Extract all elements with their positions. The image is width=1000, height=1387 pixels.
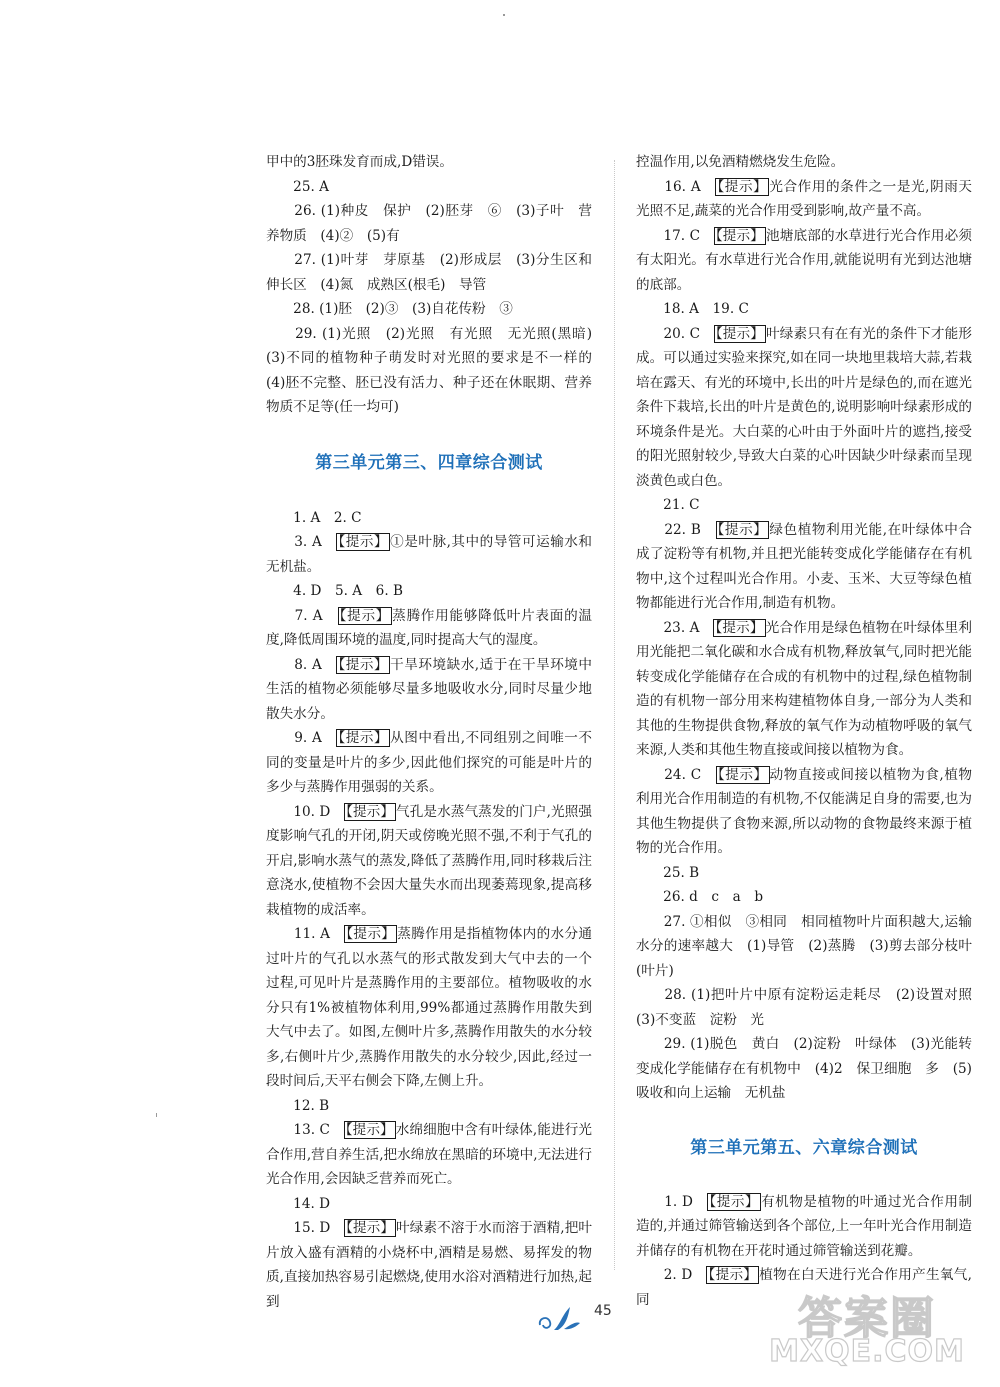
answer-text: 植物在白天进行光合作用产生氧气,同 [636,1267,972,1308]
watermark [762,1282,972,1377]
hint-label: 【提示】 [715,227,765,244]
answer-text: 12. B [266,1097,330,1114]
answer-item [636,1032,972,1106]
answer-item [266,579,592,604]
hint-label: 【提示】 [338,534,389,550]
answer-text: 20. C [636,325,714,342]
answer-text: 绿色植物利用光能,在叶绿体中合成了淀粉等有机物,并且把光能转变成化学能储存在有机物中,这个过程叫光合作用。小麦、玉米、大豆等绿色植物都能进行光合作用,制造有机物。 [636,521,973,611]
answer-text: 29. (1)光照 (2)光照 有光照 无光照(黑暗) (3)不同的植物种子萌发时对光照的要求是不一样的 (4)胚不完整、胚已没有活力、种子还在休眠期、营养物质不足等(任一均可) [266,325,606,415]
answer-item [266,322,606,420]
answer-text: 控温作用,以免酒精燃烧发生危险。 [636,154,845,170]
answer-text: 27. ①相似 ③相同 相同植物叶片面积越大,运输水分的速率越大 (1)导管 (2)蒸腾 (3)剪去部分枝叶(叶片) [636,913,972,979]
hint-label: 【提示】 [717,178,768,195]
column-divider [614,160,615,1270]
answer-text: 叶绿素不溶于水而溶于酒精,把叶片放入盛有酒精的小烧杯中,酒精是易燃、易挥发的物质,直接加热容易引起燃烧,使用水浴对酒精进行加热,起到 [266,1220,592,1310]
answer-text: 28. (1)把叶片中原有淀粉运走耗尽 (2)设置对照 (3)不变蓝 淀粉 光 [636,987,986,1028]
answer-item [636,910,972,984]
answer-item [636,297,972,322]
hint-label: 【提示】 [346,803,395,820]
hint-label: 【提示】 [715,325,765,342]
answer-item [266,1094,592,1119]
answer-text: 光合作用是绿色植物在叶绿体里利用光能把二氧化碳和水合成有机物,释放氧气,同时把光能转变成化学能储存在合成的有机物中的过程,绿色植物制造的有机物一部分用来构建植物体自身,一部分为人类和其他的生物提供食物,释放的氧气作为动植物呼吸的氧气来源,人类和其他生物直接或间接以植物为食。 [636,619,972,758]
section-heading: 第三单元第五、六章综合测试 [690,1137,918,1158]
answer-item [636,763,972,861]
answer-text: 27. (1)叶芽 芽原基 (2)形成层 (3)分生区和伸长区 (4)氮 成熟区(根毛) 导管 [266,252,592,293]
answer-text: 16. A [636,178,716,195]
answer-text: 17. C [636,227,714,244]
left-column [266,150,606,1314]
answer-item [636,518,972,616]
hint-label: 【提示】 [346,1220,395,1236]
hint-label: 【提示】 [709,1193,760,1210]
hint-label: 【提示】 [708,1267,758,1283]
answer-item [266,1118,592,1192]
answer-text: 18. A 19. C [636,301,749,317]
watermark-text: 答案圈 [798,1293,936,1344]
answer-item [636,983,986,1032]
answer-text: 25. A [266,178,329,195]
answer-text: 光合作用的条件之一是光,阴雨天光照不足,蔬菜的光合作用受到影响,故产量不高。 [636,178,973,219]
scan-speck [503,14,505,16]
answer-item [636,493,972,518]
answer-item [636,322,972,494]
answer-item [266,150,592,175]
answer-text: 11. A [266,926,345,942]
answer-item [636,150,972,175]
hint-label: 【提示】 [717,766,768,783]
answer-text: 动物直接或间接以植物为食,植物利用光合作用制造的有机物,不仅能满足自身的需要,也为其他生物提供了食物来源,所以动物的食物最终来源于植物的光合作用。 [636,766,972,856]
watermark-url: MXQE.COM [769,1334,965,1369]
answer-text: 气孔是水蒸气蒸发的门户,光照强度影响气孔的开闭,阴天或傍晚光照不强,不利于气孔的开启,影响水蒸气的蒸发,降低了蒸腾作用,同时移栽后注意浇水,使植物不会因大量失水而出现萎蔫现象,提高移栽植物的成活率。 [266,803,592,918]
answer-text: 有机物是植物的叶通过光合作用制造的,并通过筛管输送到各个部位,上一年叶光合作用制造并储存的有机物在开花时通过筛管输送到花瓣。 [636,1193,973,1259]
hint-label: 【提示】 [715,619,764,636]
answer-item [636,885,972,910]
hint-label: 【提示】 [346,926,396,942]
answer-text: 23. A [636,619,714,636]
answer-text: 28. (1)胚 (2)③ (3)自花传粉 ③ [266,301,513,317]
answer-text: 2. D [636,1267,707,1283]
answer-text: 7. A [266,607,338,624]
answer-text: 1. A 2. C [266,509,362,526]
answer-item [266,653,592,727]
answer-item [636,1190,972,1264]
answer-text: 10. D [266,803,345,820]
answer-item [266,175,592,200]
answer-text: 22. B [636,521,716,538]
answer-text: 蒸腾作用是指植物体内的水分通过叶片的气孔以水蒸气的形式散发到大气中去的一个过程,可见叶片是蒸腾作用的主要部位。植物吸收的水分只有1%被植物体利用,99%都通过蒸腾作用散失到大气中去了。如图,左侧叶片多,蒸腾作用散失的水分较多,右侧叶片少,蒸腾作用散失的水分较少,因此,经过一段时间后,天平右侧会下降,左侧上升。 [266,926,592,1089]
right-column [636,150,986,1312]
answer-text: 26. (1)种皮 保护 (2)胚芽 ⑥ (3)子叶 营养物质 (4)② (5)有 [266,203,592,244]
answer-text: 从图中看出,不同组别之间唯一不同的变量是叶片的多少,因此他们探究的可能是叶片的多少与蒸腾作用强弱的关系。 [266,730,593,795]
answer-item [266,922,592,1094]
answer-text: 26. d c a b [636,889,764,905]
answer-text: 14. D [266,1195,331,1212]
answer-text: 甲中的3胚珠发育而成,D错误。 [266,154,453,170]
answer-item [266,297,592,322]
answer-item [636,861,972,886]
answer-item [266,248,592,297]
answer-text: 13. C [266,1122,344,1138]
answer-text: 干旱环境缺水,适于在干旱环境中生活的植物必须能够尽量多地吸收水分,同时尽量少地散失水分。 [266,656,593,722]
answer-item [266,726,592,800]
answer-item [266,506,592,531]
answer-text: ①是叶脉,其中的导管可运输水和无机盐。 [266,534,593,575]
answer-item [636,616,972,763]
answer-item [266,1216,592,1314]
answer-item [266,530,592,579]
hint-label: 【提示】 [345,1122,394,1138]
answer-item [636,175,972,224]
answer-text: 4. D 5. A 6. B [266,583,403,599]
answer-text: 蒸腾作用能够降低叶片表面的温度,降低周围环境的温度,同时提高大气的湿度。 [266,607,593,648]
answer-text: 水绵细胞中含有叶绿体,能进行光合作用,营自养生活,把水绵放在黑暗的环境中,无法进行光合作用,会因缺乏营养而死亡。 [266,1122,592,1187]
flourish-icon [536,1303,582,1333]
answer-item [266,1192,592,1217]
hint-label: 【提示】 [339,607,391,624]
scan-speck [156,1113,157,1117]
answer-text: 8. A [266,656,337,673]
answer-text: 25. B [636,864,700,881]
answer-text: 29. (1)脱色 黄白 (2)淀粉 叶绿体 (3)光能转变成化学能储存在有机物中 (4)2 保卫细胞 多 (5)吸收和向上运输 无机盐 [636,1036,972,1101]
answer-text: 15. D [266,1220,345,1236]
answer-text: 叶绿素只有在有光的条件下才能形成。可以通过实验来探究,如在同一块地里栽培大蒜,若栽培在露天、有光的环境中,长出的叶片是绿色的,而在遮光条件下栽培,长出的叶片是黄色的,说明影响叶绿素形成的环境条件是光。大白菜的心叶由于外面叶片的遮挡,接受的阳光照射较少,导致大白菜的心叶因缺少叶绿素而呈现淡黄色或白色。 [636,325,973,489]
hint-label: 【提示】 [717,521,768,538]
hint-label: 【提示】 [338,730,389,746]
answer-text: 池塘底部的水草进行光合作用必须有太阳光。有水草进行光合作用,就能说明有光到达池塘的底部。 [636,227,973,293]
answer-text: 24. C [636,766,716,783]
hint-label: 【提示】 [338,656,389,673]
page-number: 45 [594,1303,612,1319]
answer-text: 9. A [266,730,337,746]
answer-text: 1. D [636,1193,708,1210]
answer-item [266,199,592,248]
answer-text: 3. A [266,534,337,550]
section-heading: 第三单元第三、四章综合测试 [315,452,543,473]
answer-item [266,800,592,923]
answer-item [636,224,972,298]
answer-item [266,604,592,653]
answer-text: 21. C [636,497,700,513]
